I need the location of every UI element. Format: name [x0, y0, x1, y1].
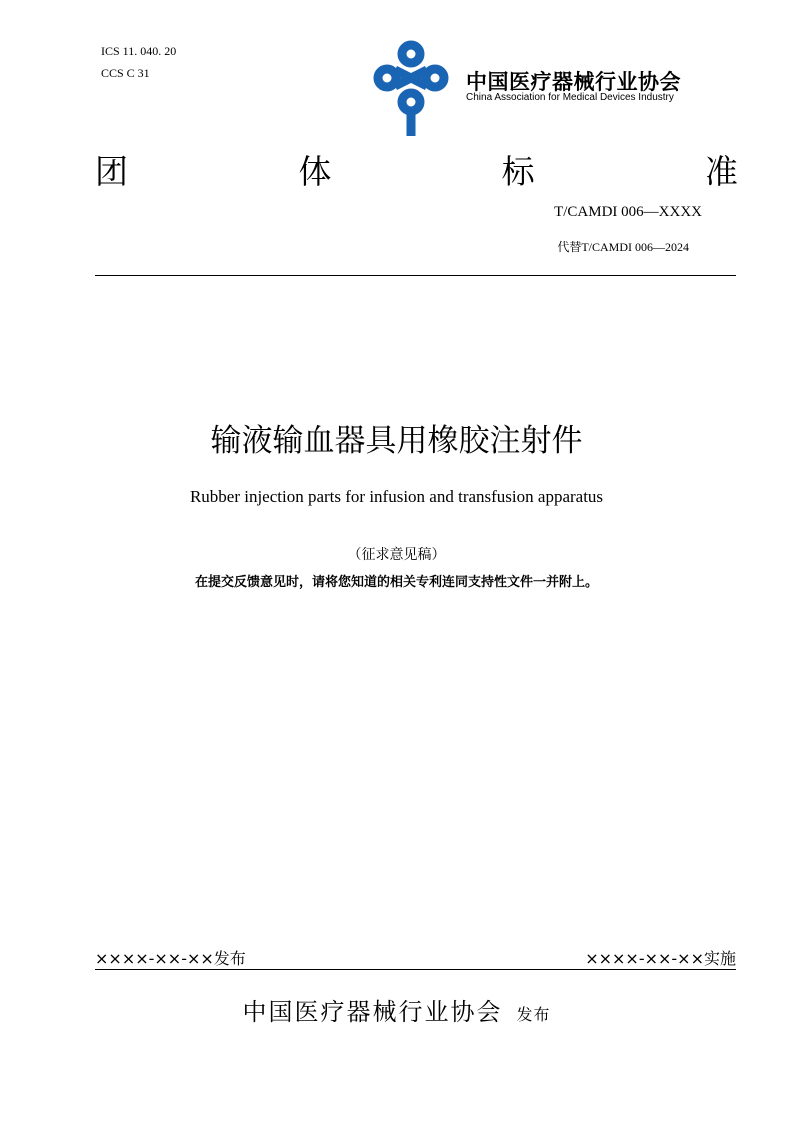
ccs-code: CCS C 31: [101, 66, 150, 80]
standard-type-char: 团: [95, 152, 128, 191]
replaces-standard: 代替T/CAMDI 006—2024: [557, 240, 689, 254]
standard-type-char: 标: [501, 152, 535, 191]
organization-name-en: China Association for Medical Devices Industry: [466, 92, 674, 103]
standard-number: T/CAMDI 006—XXXX: [554, 204, 702, 220]
standard-type-char: 体: [298, 152, 332, 191]
document-title-cn: 输液输血器具用橡胶注射件: [210, 423, 583, 459]
standard-type-char: 准: [704, 152, 738, 191]
publish-date: ××××-××-××发布: [95, 949, 246, 968]
issuer-line: [0, 992, 793, 1027]
association-logo-icon: [373, 40, 449, 138]
classification-codes: [101, 40, 176, 84]
issue-action: 发布: [516, 1005, 551, 1024]
organization-name-cn: 中国医疗器械行业协会: [466, 70, 681, 94]
draft-label: （征求意见稿）: [347, 547, 446, 563]
ics-code: ICS 11. 040. 20: [101, 44, 177, 58]
document-title-en: Rubber injection parts for infusion and transfusion apparatus: [189, 487, 604, 506]
implement-date: ××××-××-××实施: [585, 949, 736, 968]
footer-divider: [95, 969, 736, 970]
standard-type: [95, 146, 738, 193]
header-divider: [95, 275, 736, 276]
issuer-name: 中国医疗器械行业协会: [242, 998, 503, 1026]
patent-notice: 在提交反馈意见时，请将您知道的相关专利连同支持性文件一并附上。: [194, 575, 598, 590]
